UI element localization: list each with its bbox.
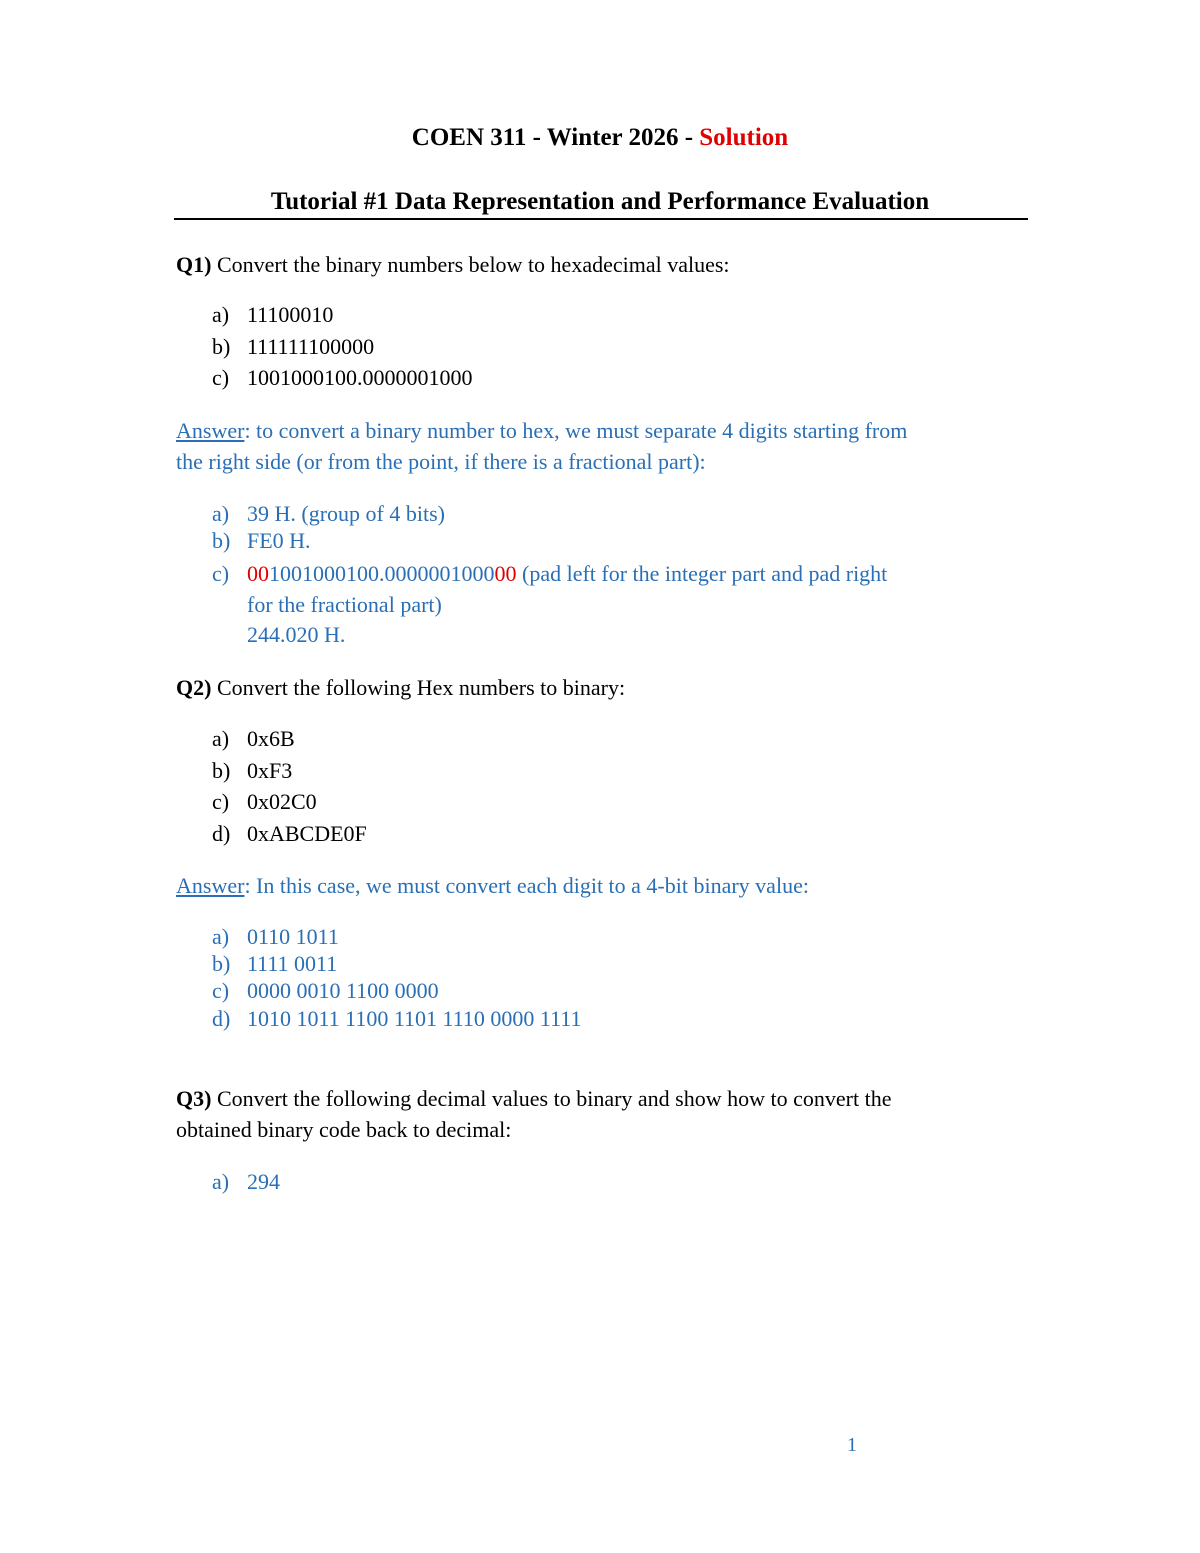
- q1-item-b: b) 111111100000: [212, 334, 375, 359]
- q2-item-b: b) 0xF3: [212, 758, 293, 783]
- q1-item-c: c) 1001000100.0000001000: [212, 365, 473, 390]
- q1-answer-c-result: 244.020 H.: [247, 622, 346, 647]
- q2-answer-b: b) 1111 0011: [212, 951, 338, 976]
- q3-item-a: a) 294: [212, 1169, 280, 1194]
- q1-answer-intro: Answer: to convert a binary number to hex, we must separate 4 digits starting from: [176, 418, 908, 443]
- course-title: COEN 311 - Winter 2026 - Solution: [411, 124, 789, 151]
- q1-answer-c: c) 001001000100.000000100000 (pad left for the integer part and pad right: [212, 561, 888, 586]
- q1-answer-c-note: for the fractional part): [247, 592, 442, 617]
- q2-prompt: Q2) Convert the following Hex numbers to binary:: [176, 675, 626, 700]
- q2-item-a: a) 0x6B: [212, 726, 295, 751]
- tutorial-title: Tutorial #1 Data Representation and Performance Evaluation: [270, 188, 930, 215]
- q2-answer-intro: Answer: In this case, we must convert each digit to a 4-bit binary value:: [176, 873, 809, 898]
- solution-tag: Solution: [699, 124, 789, 151]
- q2-item-d: d) 0xABCDE0F: [212, 821, 367, 846]
- q2-answer-d: d) 1010 1011 1100 1101 1110 0000 1111: [212, 1006, 582, 1031]
- q1-answer-a: a) 39 H. (group of 4 bits): [212, 501, 445, 526]
- q2-item-c: c) 0x02C0: [212, 789, 317, 814]
- q2-answer-c: c) 0000 0010 1100 0000: [212, 978, 439, 1003]
- q2-answer-a: a) 0110 1011: [212, 924, 339, 949]
- page-number: 1: [847, 1434, 857, 1456]
- q3-prompt: Q3) Convert the following decimal values to binary and show how to convert the: [176, 1086, 892, 1111]
- q1-item-a: a) 11100010: [212, 302, 334, 327]
- q1-answer-intro-2: the right side (or from the point, if there is a fractional part):: [176, 449, 706, 474]
- title-divider: [174, 218, 1028, 220]
- q1-answer-b: b) FE0 H.: [212, 528, 311, 553]
- q3-prompt-2: obtained binary code back to decimal:: [176, 1117, 512, 1142]
- q1-prompt: Q1) Convert the binary numbers below to hexadecimal values:: [176, 252, 730, 277]
